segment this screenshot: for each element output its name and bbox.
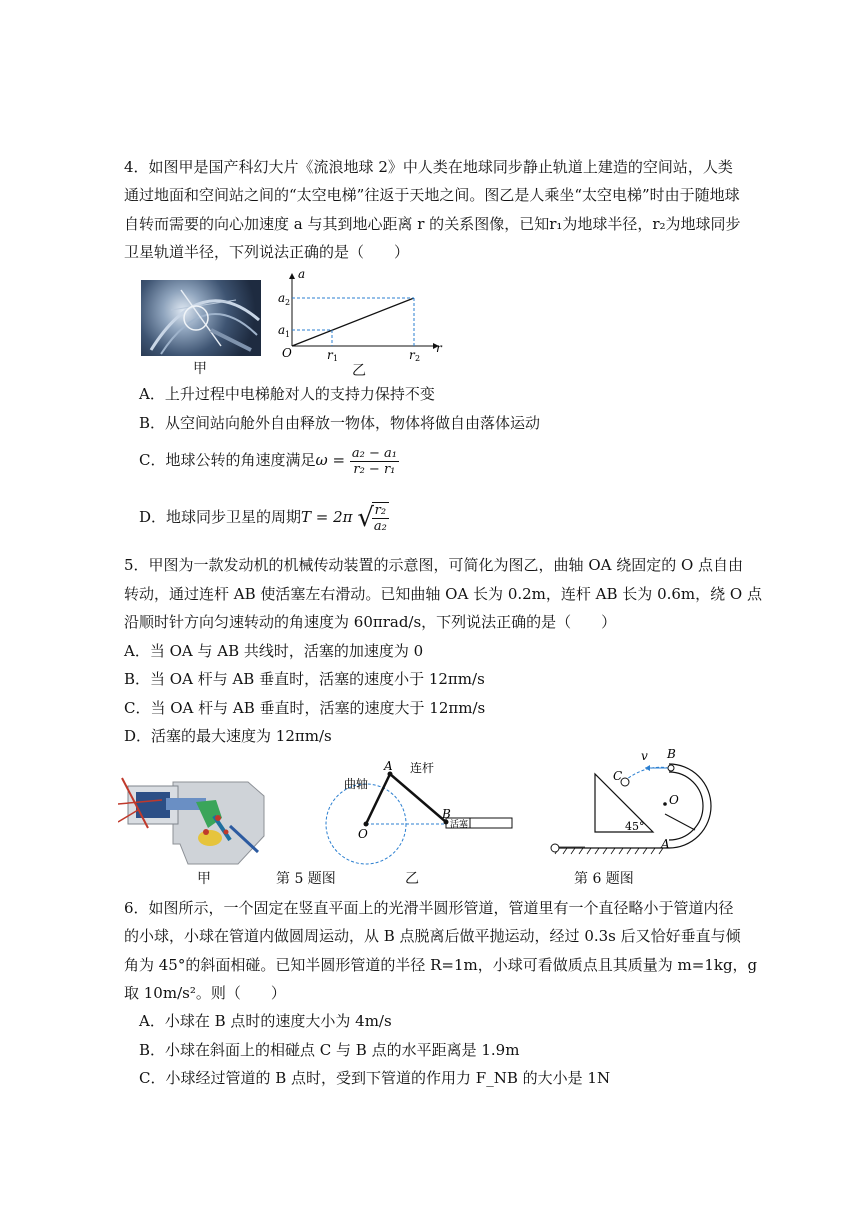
a-r-graph bbox=[276, 268, 446, 362]
q4-option-d-text: D．地球同步卫星的周期 bbox=[139, 508, 302, 526]
crank-label: 曲轴 bbox=[344, 777, 369, 791]
q4-option-d-eq: T = 2π bbox=[301, 508, 353, 526]
point-B-label: B bbox=[442, 807, 451, 821]
q5-option-c: C．当 OA 杆与 AB 垂直时，活塞的速度大于 12πm/s bbox=[124, 699, 486, 717]
q4-option-d bbox=[139, 494, 389, 540]
q4-option-c-text: C．地球公转的角速度满足 bbox=[139, 451, 316, 469]
q4-option-c-denominator: r₂ − r₁ bbox=[353, 461, 396, 477]
q4-option-d-numerator: r₂ bbox=[372, 503, 389, 519]
r1-label: r bbox=[327, 348, 333, 362]
q5-caption-yi: 乙 bbox=[405, 871, 419, 887]
q4-option-c bbox=[139, 441, 399, 479]
point-B-label: B bbox=[667, 747, 676, 761]
space-station-photo bbox=[141, 280, 261, 356]
q4-line-1: 4．如图甲是国产科幻大片《流浪地球 2》中人类在地球同步静止轨道上建造的空间站，人类 bbox=[124, 158, 733, 176]
q5-caption-jia: 甲 bbox=[197, 871, 211, 887]
r2-label: r bbox=[409, 348, 415, 362]
q4-option-b: B．从空间站向舱外自由释放一物体，物体将做自由落体运动 bbox=[139, 414, 541, 432]
a1-label: a bbox=[278, 323, 286, 337]
axis-a-label: a bbox=[298, 268, 306, 281]
q4-option-c-eq: ω = bbox=[315, 451, 346, 469]
q5-line-1: 5．甲图为一款发动机的机械传动装置的示意图，可简化为图乙，曲轴 OA 绕固定的 O 点自由 bbox=[124, 556, 744, 574]
q4-option-d-denominator: a₂ bbox=[373, 519, 387, 534]
q4-caption-yi: 乙 bbox=[352, 363, 366, 379]
q4-caption-jia: 甲 bbox=[193, 361, 207, 377]
q6-line-4: 取 10m/s²。则（ ） bbox=[124, 984, 286, 1002]
q6-option-c: C．小球经过管道的 B 点时，受到下管道的作用力 F_NB 的大小是 1N bbox=[139, 1069, 611, 1087]
q4-option-a: A．上升过程中电梯舱对人的支持力保持不变 bbox=[139, 385, 435, 403]
crank-diagram bbox=[318, 758, 522, 868]
r1-sub: 1 bbox=[333, 354, 339, 362]
q6-line-1: 6．如图所示，一个固定在竖直平面上的光滑半圆形管道，管道里有一个直径略小于管道内径 bbox=[124, 899, 734, 917]
engine-illustration bbox=[118, 770, 268, 870]
q5-option-b: B．当 OA 杆与 AB 垂直时，活塞的速度小于 12πm/s bbox=[124, 670, 485, 688]
q4-option-d-fraction bbox=[372, 502, 389, 534]
q4-option-c-fraction bbox=[350, 446, 399, 477]
q6-caption-figure: 第 6 题图 bbox=[574, 871, 634, 887]
origin-label: O bbox=[282, 346, 292, 360]
q6-line-2: 的小球，小球在管道内做圆周运动，从 B 点脱离后做平抛运动，经过 0.3s 后又恰好垂直与倾 bbox=[124, 927, 741, 945]
q5-option-d: D．活塞的最大速度为 12πm/s bbox=[124, 727, 332, 745]
q5-option-a: A．当 OA 与 AB 共线时，活塞的加速度为 0 bbox=[124, 642, 424, 660]
q6-line-3: 角为 45°的斜面相碰。已知半圆形管道的半径 R=1m，小球可看做质点且其质量为 m=1kg，g bbox=[124, 956, 758, 974]
q5-caption-figure: 第 5 题图 bbox=[276, 871, 336, 887]
q4-line-3: 自转而需要的向心加速度 a 与其到地心距离 r 的关系图像，已知r₁为地球半径，r₂为地球同步 bbox=[124, 215, 741, 233]
a1-sub: 1 bbox=[285, 330, 291, 339]
a2-sub: 2 bbox=[285, 298, 291, 307]
point-A-label: A bbox=[384, 759, 393, 773]
a2-label: a bbox=[278, 291, 286, 305]
q4-option-d-sqrt: √ bbox=[357, 503, 374, 533]
q4-line-4: 卫星轨道半径，下列说法正确的是（ ） bbox=[124, 243, 410, 261]
angle-label: 45° bbox=[625, 820, 645, 833]
q5-line-3: 沿顺时针方向匀速转动的角速度为 60πrad/s，下列说法正确的是（ ） bbox=[124, 613, 617, 631]
velocity-label: v bbox=[641, 749, 648, 763]
point-C-label: C bbox=[613, 769, 623, 783]
q6-option-a: A．小球在 B 点时的速度大小为 4m/s bbox=[139, 1012, 392, 1030]
piston-label: 活塞 bbox=[450, 820, 469, 830]
pipe-slope-diagram bbox=[545, 744, 725, 858]
q6-option-b: B．小球在斜面上的相碰点 C 与 B 点的水平距离是 1.9m bbox=[139, 1041, 520, 1059]
point-A-label: A bbox=[661, 837, 670, 851]
r2-sub: 2 bbox=[415, 354, 421, 362]
q4-option-c-numerator: a₂ − a₁ bbox=[351, 445, 397, 461]
center-O-label: O bbox=[669, 793, 679, 807]
rod-label: 连杆 bbox=[410, 761, 435, 775]
q4-line-2: 通过地面和空间站之间的“太空电梯”往返于天地之间。图乙是人乘坐“太空电梯”时由于随地球 bbox=[124, 186, 740, 204]
q5-line-2: 转动，通过连杆 AB 使活塞左右滑动。已知曲轴 OA 长为 0.2m，连杆 AB 长为 0.6m，绕 O 点 bbox=[124, 585, 762, 603]
point-O-label: O bbox=[358, 827, 368, 841]
axis-r-label: r bbox=[436, 341, 442, 355]
